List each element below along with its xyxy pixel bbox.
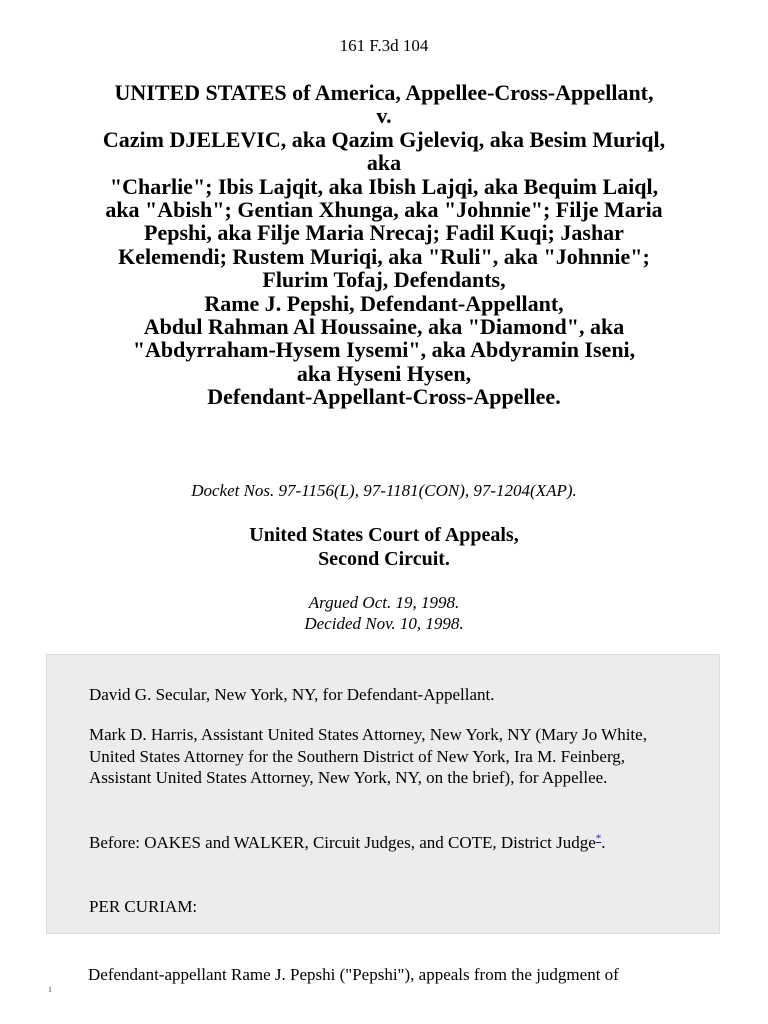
court-line-1: United States Court of Appeals, xyxy=(249,524,519,546)
docket-numbers: Docket Nos. 97-1156(L), 97-1181(CON), 97-1204(XAP). xyxy=(191,481,577,500)
caption-line: UNITED STATES of America, Appellee-Cross-Appellant, xyxy=(114,80,654,105)
case-citation: 161 F.3d 104 xyxy=(339,36,429,55)
bench-end: . xyxy=(601,833,606,852)
caption-line: Pepshi, aka Filje Maria Nrecaj; Fadil Kuqi; Jashar xyxy=(144,220,624,246)
bench-text: Before: OAKES and WALKER, Circuit Judges, and COTE, District Judge xyxy=(89,833,596,852)
court-name xyxy=(0,523,768,571)
caption-line: aka Hyseni Hysen, xyxy=(296,360,472,386)
case-caption xyxy=(40,81,728,409)
caption-line: "Abdyrraham-Hysem Iysemi", aka Abdyramin Iseni, xyxy=(132,337,636,363)
caption-line: aka "Abish"; Gentian Xhunga, aka "Johnnie"; Filje Maria xyxy=(105,197,663,223)
decided-date: Decided Nov. 10, 1998. xyxy=(304,614,464,633)
caption-line: Kelemendi; Rustem Muriqi, aka "Ruli", aka "Johnnie"; xyxy=(118,243,650,269)
counsel-appellant: David G. Secular, New York, NY, for Defendant-Appellant. xyxy=(89,685,495,704)
case-dates xyxy=(0,592,768,634)
footnote-link[interactable]: * xyxy=(595,832,602,845)
caption-line: Defendant-Appellant-Cross-Appellee. xyxy=(207,384,561,410)
caption-line: Abdul Rahman Al Houssaine, aka "Diamond", aka xyxy=(143,314,625,340)
bench-panel xyxy=(89,832,689,854)
argued-date: Argued Oct. 19, 1998. xyxy=(308,593,460,612)
opinion-first-line: Defendant-appellant Rame J. Pepshi ("Pepshi"), appeals from the judgment of xyxy=(88,965,619,984)
caption-line: v. xyxy=(376,103,392,129)
caption-line: aka xyxy=(366,150,402,176)
caption-line: "Charlie"; Ibis Lajqit, aka Ibish Lajqi, aka Bequim Laiql, xyxy=(109,173,659,199)
caption-line: Cazim DJELEVIC, aka Qazim Gjeleviq, aka Besim Muriql, xyxy=(102,126,666,152)
caption-line: Rame J. Pepshi, Defendant-Appellant, xyxy=(204,290,564,316)
court-line-2: Second Circuit. xyxy=(318,548,450,570)
caption-line: Flurim Tofaj, Defendants, xyxy=(262,267,506,293)
counsel-appellee: Mark D. Harris, Assistant United States Attorney, New York, NY (Mary Jo White, United States Attorney for the Southern District of New York, Ira M. Feinberg, Assistant United States Attorney, New York, NY, on the brief), for Appellee. xyxy=(89,725,647,787)
paragraph-number: 1 xyxy=(48,985,52,994)
counsel-panel xyxy=(46,654,720,934)
per-curiam-heading: PER CURIAM: xyxy=(89,897,198,916)
